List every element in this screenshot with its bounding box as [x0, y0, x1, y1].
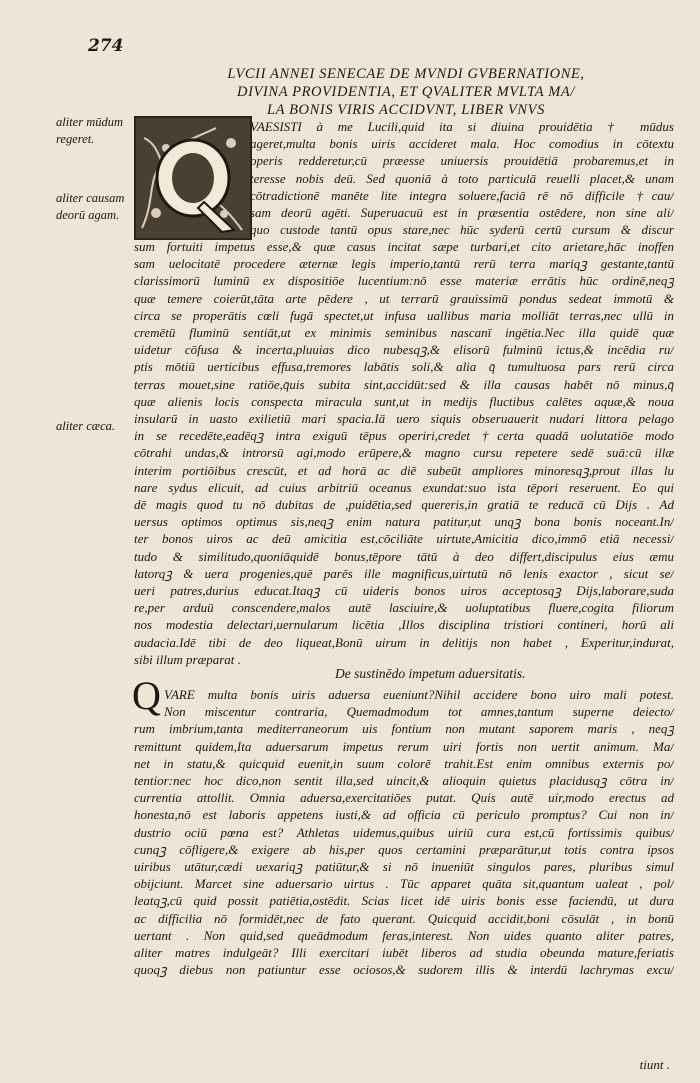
- decorated-initial: [134, 116, 252, 240]
- text-line: circa se properātis cœli fugā spectet,ut infusa uallibus maria molliāt terras,nec ullū in: [134, 307, 674, 323]
- title-line-1: LVCII ANNEI SENECAE DE MVNDI GVBERNATIONE,: [227, 66, 585, 82]
- text-line: sum fortuiti impetus esse,& quæ casus incitat sæpe turbari,et cito arietare,hāc inoffen: [134, 239, 674, 254]
- text-line: uersus optimos optimus sis,neqꝫ enim natura patitur,ut unqꝫ bona bonis noceant.In/: [134, 514, 674, 530]
- marginal-note-2: aliter causam deorū agam.: [56, 191, 125, 222]
- marginal-note-1: aliter mūdum regeret.: [56, 115, 124, 146]
- section-heading: De sustinēdo impetum aduersitatis.: [335, 666, 526, 681]
- text-line: quo custode tantū opus stare,nec hūc syderū certū cursum & discur: [250, 222, 674, 238]
- text-line: teresse nobis deū. Sed quoniā à toto particulā reuelli placet,& unam: [250, 170, 674, 186]
- text-line: sam deorū agēti. Superuacuū est in præsentia ostēdere, non sine ali/: [250, 205, 674, 220]
- text-line: ptis mōtiū uerticibus effusa,tremores labātis soli,& alia q̄ tumultuosa pars rerū circa: [134, 359, 674, 375]
- text-line: rum imbrium,tanta mediterraneorum uis fontium non mutant saporem maris , neqꝫ: [134, 721, 674, 737]
- text-line: re,per arduū conscendere,malos autē lasciuire,& uoluptatibus fluere,cogita filiorum: [134, 600, 674, 616]
- text-line: insularū in uasto exilietiū mari spacia.Iā uero siquis obseruauerit nudari littora pelago: [134, 411, 674, 426]
- text-line: nare sydus elicuit, ad cuius arbitriū oceanus exundat:suo ista tēpori reseruent. Eo qui: [134, 479, 674, 495]
- text-line: clarissimorū luminū ex dispositiōe lucentium:nō esse materiæ errātis hūc ordinē,neqꝫ: [134, 273, 674, 289]
- text-line: cremētū fluminū sentiāt,ut ex minimis seminibus nascanī ingētia.Nec illa quidē quæ: [134, 325, 674, 340]
- text-line: quoqꝫ diebus non patiuntur esse ociosos,& sudorem illis & interdū lachrymas excu/: [134, 962, 674, 978]
- text-line: VAESISTI à me Lucili,quid ita si diuina prouidētia † mūdus: [250, 119, 674, 134]
- text-line: remittunt quidem,Ita aduersarum impetus rerum uiri fortis non uertit animum. Ma/: [134, 738, 674, 754]
- text-line: ueri patres,durius educat.Itaqꝫ cū uideris bonos uiros acceptosqꝫ Dijs,laborare,suda: [134, 583, 674, 598]
- ornament-vine-icon: [136, 118, 250, 238]
- text-line: sam uelocitatē procedere æternæ legis imperio,tantū rerū terra mariqꝫ gestante,tantū: [134, 256, 674, 272]
- section-initial-q: Q: [132, 673, 161, 718]
- page-number: 274: [88, 36, 124, 56]
- text-line: dustrio ociū pœna est? Athletas uidemus,quibus uiriū cura est,cū fortissimis quibus/: [134, 824, 674, 840]
- text-line: uertant . Non quid,sed queādmodum feras,interest. Non uides quanto aliter patres,: [134, 927, 674, 943]
- text-line: obijciunt. Marcet sine aduersario uirtus . Tūc apparet quāta sit,quantum ualeat , pol/: [134, 876, 674, 892]
- text-line: nos modestia delectari,uernularum licētia ,Illos disciplina tristiori contineri, horū ali: [134, 617, 674, 633]
- text-line: tentior:nec hoc dico,non sentit illa,sed uincit,& alioquin quietus placidusqꝫ cōtra in/: [134, 773, 674, 788]
- text-line: aliter matres indulgeāt? Illi exercitari iubēt liberos ad studia obeunda mature,feriatis: [134, 945, 674, 960]
- text-line: operis redderetur,cū præesse uniuersis prouidētiā probaremus,et in: [250, 153, 674, 169]
- text-line: cōtradictionē manēte lite integra soluere,faciā rē nō difficile †cau/: [250, 187, 674, 203]
- text-line: quæ temere coierūt,tāta arte pēdere , ut terrarū grauissimū pondus sedeat immotū &: [134, 290, 674, 306]
- text-line: VARE multa bonis uiris aduersa eueniunt?Nihil accidere bono uiro mali potest.: [164, 687, 674, 702]
- text-line: ac difficilia nō formidēt,nec de fato querant. Quicquid accidit,boni cōsulāt , in bonū: [134, 910, 674, 926]
- text-line: honesta,nō est laboris appetens iusti,& ad officia cū periculo promptus? Cui non in/: [134, 807, 674, 823]
- text-line: currentia attollit. Omnia aduersa,exercitatiōes putat. Quis autē uir,modo erectus ad: [134, 790, 674, 806]
- text-line: ter bonos uiros ac deū amicitia est,cōciliāte uirtute,Amicitia dico,immō etiā necessi/: [134, 531, 674, 547]
- text-line: tudo & similitudo,quoniāquidē bonus,tēpore tātū à deo differt,discipulus eius æmu: [134, 548, 674, 564]
- text-line: cunqꝫ cōfligere,& exigere ab his,per quos certamini præparātur,ut totis contra ipsos: [134, 841, 674, 857]
- title-line-2: DIVINA PROVIDENTIA, ET QVALITER MVLTA MA/: [237, 84, 575, 100]
- title-line-3: LA BONIS VIRIS ACCIDVNT, LIBER VNVS: [267, 102, 545, 118]
- text-line: sibi illum præparat .: [134, 651, 241, 667]
- text-line: audacia.Idē tibi de deo liqueat,Bonū uirum in delitijs non habet , Experitur,indurat,: [134, 634, 674, 650]
- text-line: in se recedēte,eadēqꝫ intra exiguū tēpus operiri,credet †certa quadā uolutatiōe modo: [134, 428, 674, 444]
- text-line: latorqꝫ & uera progenies,quē parēs ille magnificus,uirtutū nō lenis exactor , sicut se/: [134, 565, 674, 581]
- text-line: uidetur cōfusa & incerta,pluuias dico nubesqꝫ,& elisorū fulminū ictus,& incēdia ru/: [134, 342, 674, 358]
- text-line: terras mouet,sine ratiōe,q̄uis subita sint,accidūt:sed & illa causas habēt nō minus,q̄: [134, 376, 674, 392]
- text-line: interim portiōibus crescūt, et ad horā ac diē subeūt ampliores minoresqꝫ,prout illas lu: [134, 462, 674, 478]
- text-line: cōtrahi undas,& introrsū agi,modo erūpere,& magno cursu repetere sedē suā:cū illæ: [134, 445, 674, 461]
- text-line: net in statu,& quicquid euenit,in suum colorē trahit.Est enim omnibus externis po/: [134, 755, 674, 771]
- text-line: ageret,multa bonis uiris accideret mala. Hoc comodius in cōtextu: [250, 136, 674, 152]
- text-line: dē magis quod tu nō dubitas de ,puidētia,sed quereris,in gratiā te reducā cū Dijs . Ad: [134, 497, 674, 512]
- marginal-note-3: aliter cæca.: [56, 419, 116, 433]
- text-line: uiribus utātur,cædi uexariqꝫ patiūtur,& si nō inueniūt singulos pares, pluribus simul: [134, 859, 674, 874]
- catchword: tiunt .: [639, 1057, 670, 1072]
- text-line: Non miscentur contraria, Quemadmodum tot amnes,tantum superne deiecto/: [164, 704, 674, 720]
- text-line: leatqꝫ,cū quid possit patiētia,ostēdit. Scias licet idē uiris bonis esse faciendū, ut dura: [134, 893, 674, 909]
- text-line: quæ alienis locis conspecta miracula sunt,ut in medijs fluctibus calētes aquæ,& noua: [134, 393, 674, 409]
